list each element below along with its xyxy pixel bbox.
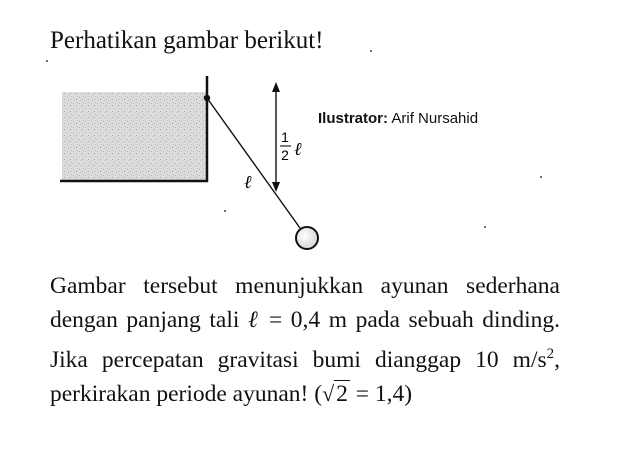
pendulum-string (207, 98, 300, 228)
arrow-head-top (272, 82, 280, 92)
exponent: 2 (546, 346, 555, 362)
sqrt-symbol: √ (322, 380, 335, 406)
problem-part-1: Gambar tersebut menunjukkan ayunan sederhana dengan panjang tali (50, 273, 560, 333)
string-length-symbol: ℓ (244, 172, 252, 193)
illustrator-credit (318, 110, 478, 127)
problem-part-4: = 1,4) (349, 380, 413, 407)
length-symbol: ℓ (247, 307, 261, 333)
problem-part-2: = 0,4 m pada sebuah dinding. Jika percepatan gravitasi bumi dianggap 10 m/s (50, 307, 560, 373)
intro-text: Perhatikan gambar berikut! (50, 27, 324, 54)
scan-speck (484, 226, 486, 228)
scan-speck (540, 176, 542, 178)
problem-text (50, 269, 560, 411)
sqrt-expression (322, 381, 350, 407)
problem-part-3: , perkirakan periode ayunan! ( (50, 346, 560, 407)
illustrator-label: Ilustrator: (318, 110, 389, 127)
wall-block (62, 92, 207, 180)
scan-speck (46, 60, 48, 62)
half-length-symbol: ℓ (294, 139, 302, 160)
scan-speck (370, 50, 372, 52)
pendulum-bob (296, 227, 318, 249)
scan-speck (224, 210, 226, 212)
sqrt-argument: 2 (336, 380, 348, 407)
half-length-numerator: 1 (281, 129, 289, 145)
half-length-denominator: 2 (281, 147, 289, 163)
illustrator-name: Arif Nursahid (391, 110, 479, 127)
